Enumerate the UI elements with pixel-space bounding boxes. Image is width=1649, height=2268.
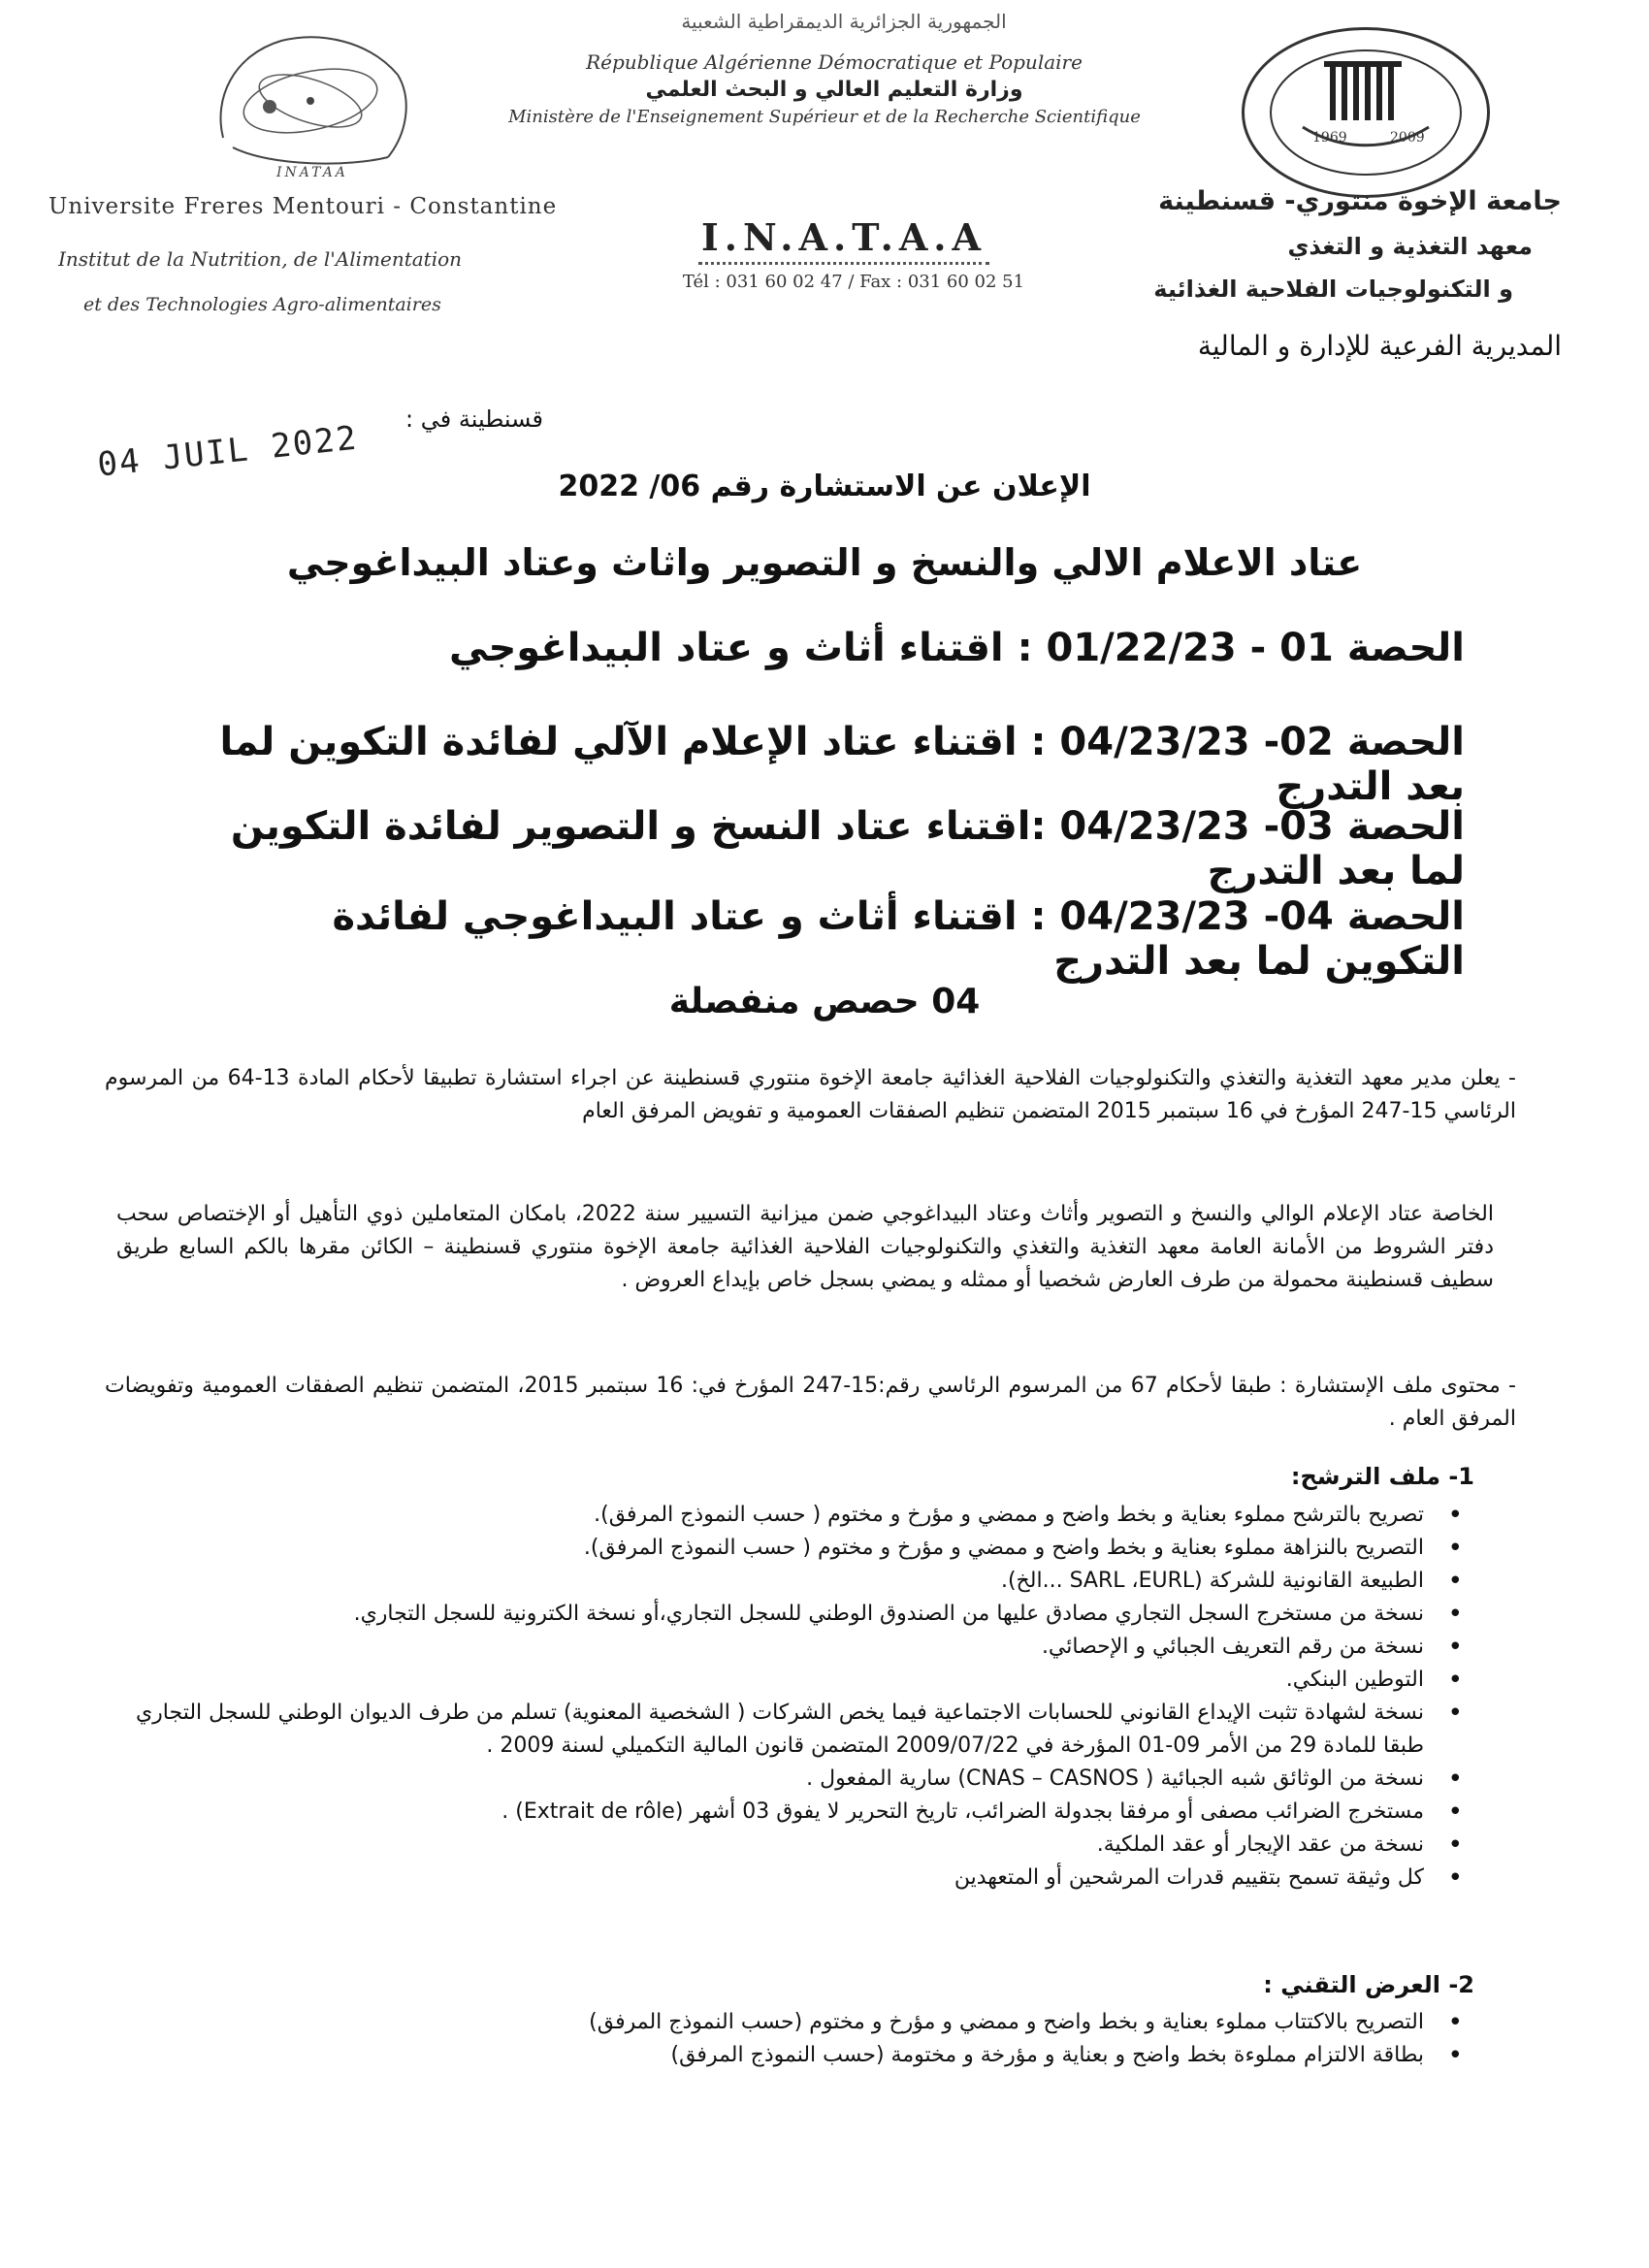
list-item: • نسخة لشهادة تثبت الإيداع القانوني للحسابات الاجتماعية فيما يخص الشركات ( الشخصية المعنوية) تسلم من طرف الديوان الوطني للسجل التجاري طبقا للمادة 29 من الأمر 09-01 المؤرخة في 2009/07/22 المتضمن قانون المالية التكميلي لسنة 2009 . bbox=[107, 1697, 1474, 1763]
lot-2: الحصة 02- 04/23/23 : اقتناء عتاد الإعلام الآلي لفائدة التكوين لما بعد التدرج bbox=[219, 720, 1465, 809]
subject-title: عتاد الاعلام الالي والنسخ و التصوير واثاث وعتاد البيداغوجي bbox=[286, 541, 1363, 584]
candidacy-list bbox=[107, 1499, 1474, 1895]
seal-year-left: 1969 bbox=[1312, 130, 1347, 146]
list-item: • التصريح بالاكتتاب مملوء بعناية و بخط واضح و ممضي و مؤرخ و مختوم (حسب النموذج المرفق) bbox=[107, 2006, 1474, 2039]
ministry-ar: وزارة التعليم العالي و البحث العلمي bbox=[645, 78, 1023, 102]
inataa-emblem-icon bbox=[194, 21, 427, 181]
paragraph-3: - محتوى ملف الإستشارة : طبقا لأحكام 67 من المرسوم الرئاسي رقم:15-247 المؤرخ في: 16 سبتمبر 2015، المتضمن تنظيم الصفقات العمومية وتفويضات المرفق العام . bbox=[105, 1374, 1516, 1431]
institute-name-ar-1: معهد التغذية و التغذي bbox=[1287, 233, 1533, 260]
lot-4: الحصة 04- 04/23/23 : اقتناء أثاث و عتاد البيداغوجي لفائدة التكوين لما بعد التدرج bbox=[332, 894, 1465, 984]
seal-year-right: 2009 bbox=[1390, 130, 1425, 146]
university-seal-icon bbox=[1245, 30, 1487, 195]
institute-name-ar-2: و التكنولوجيات الفلاحية الغذائية bbox=[1153, 275, 1513, 303]
institute-name-fr-1: Institut de la Nutrition, de l'Alimentation bbox=[58, 247, 463, 271]
paragraph-2: الخاصة عتاد الإعلام الوالي والنسخ و التصوير وأثاث وعتاد البيداغوجي ضمن ميزانية التسيير سنة 2022، بامكان المتعاملين ذوي التأهيل أو الإختصاص سحب دفتر الشروط من الأمانة العامة معهد التغذية والتغذي والتكنولوجيات الفلاحية الغذائية جامعة الإخوة منتوري قسنطينة – الكائن مقرها بالكم السابع طريق سطيف قسنطينة محمولة من طرف العارض شخصيا أو ممثله و يمضي بسجل خاص بإيداع العروض . bbox=[116, 1202, 1494, 1292]
letterhead bbox=[0, 0, 1649, 320]
inataa-logo bbox=[194, 21, 427, 181]
paragraph-1: - يعلن مدير معهد التغذية والتغذي والتكنولوجيات الفلاحية الغذائية جامعة الإخوة منتوري قسنطينة عن اجراء استشارة تطبيقا لأحكام المادة 13-64 من المرسوم الرئاسي 15-247 المؤرخ في 16 سبتمبر 2015 المتضمن تنظيم الصفقات العمومية و تفويض المرفق العام bbox=[105, 1066, 1516, 1123]
section-2-title: 2- العرض التقني : bbox=[1263, 1971, 1474, 1998]
list-item: • التوطين البنكي. bbox=[107, 1664, 1474, 1697]
list-item: • نسخة من عقد الإيجار أو عقد الملكية. bbox=[107, 1829, 1474, 1862]
technical-offer-list bbox=[107, 2006, 1474, 2072]
list-item: • التصريح بالنزاهة مملوء بعناية و بخط واضح و ممضي و مؤرخ و مختوم ( حسب النموذج المرفق). bbox=[107, 1532, 1474, 1565]
institute-acronym: I.N.A.T.A.A bbox=[700, 215, 987, 259]
contact-line: Tél : 031 60 02 47 / Fax : 031 60 02 51 bbox=[682, 272, 1025, 292]
university-name-ar: جامعة الإخوة منتوري- قسنطينة bbox=[1158, 186, 1562, 216]
lot-1: الحصة 01 - 01/22/23 : اقتناء أثاث و عتاد البيداغوجي bbox=[449, 626, 1465, 670]
list-item: • نسخة من مستخرج السجل التجاري مصادق عليها من الصندوق الوطني للسجل التجاري،أو نسخة الكترونية للسجل التجاري. bbox=[107, 1598, 1474, 1631]
list-item: • الطبيعة القانونية للشركة (SARL ،EURL ...الخ). bbox=[107, 1565, 1474, 1598]
ministry-fr: Ministère de l'Enseignement Supérieur et de la Recherche Scientifique bbox=[508, 107, 1141, 127]
subdirectorate: المديرية الفرعية للإدارة و المالية bbox=[1197, 330, 1562, 362]
acronym-dots bbox=[698, 262, 989, 265]
list-item: • مستخرج الضرائب مصفى أو مرفقا بجدولة الضرائب، تاريخ التحرير لا يفوق 03 أشهر (Extrait de rôle) . bbox=[107, 1796, 1474, 1829]
date-stamp: 04 JUIL 2022 bbox=[95, 418, 361, 485]
announcement-title: الإعلان عن الاستشارة رقم 06/ 2022 bbox=[558, 470, 1091, 503]
lots-count: 04 حصص منفصلة bbox=[668, 982, 981, 1021]
list-item: • نسخة من الوثائق شبه الجبائية ( CNAS – CASNOS) سارية المفعول . bbox=[107, 1763, 1474, 1796]
list-item: • كل وثيقة تسمح بتقييم قدرات المرشحين أو المتعهدين bbox=[107, 1862, 1474, 1895]
university-seal bbox=[1242, 27, 1490, 198]
section-1-title: 1- ملف الترشح: bbox=[1290, 1463, 1474, 1490]
list-item: • تصريح بالترشح مملوء بعناية و بخط واضح و ممضي و مؤرخ و مختوم ( حسب النموذج المرفق). bbox=[107, 1499, 1474, 1532]
list-item: • نسخة من رقم التعريف الجبائي و الإحصائي. bbox=[107, 1631, 1474, 1664]
logo-caption: INATAA bbox=[276, 165, 348, 180]
institute-name-fr-2: et des Technologies Agro-alimentaires bbox=[83, 294, 441, 315]
republic-ar: الجمهورية الجزائرية الديمقراطية الشعبية bbox=[681, 10, 1007, 33]
republic-fr: République Algérienne Démocratique et Populaire bbox=[586, 50, 1083, 74]
university-name-fr: Universite Freres Mentouri - Constantine bbox=[48, 194, 558, 219]
list-item: • بطاقة الالتزام مملوءة بخط واضح و بعناية و مؤرخة و مختومة (حسب النموذج المرفق) bbox=[107, 2039, 1474, 2072]
lot-3: الحصة 03- 04/23/23 :اقتناء عتاد النسخ و التصوير لفائدة التكوين لما بعد التدرج bbox=[230, 804, 1465, 893]
place-date-label: قسنطينة في : bbox=[405, 405, 543, 433]
